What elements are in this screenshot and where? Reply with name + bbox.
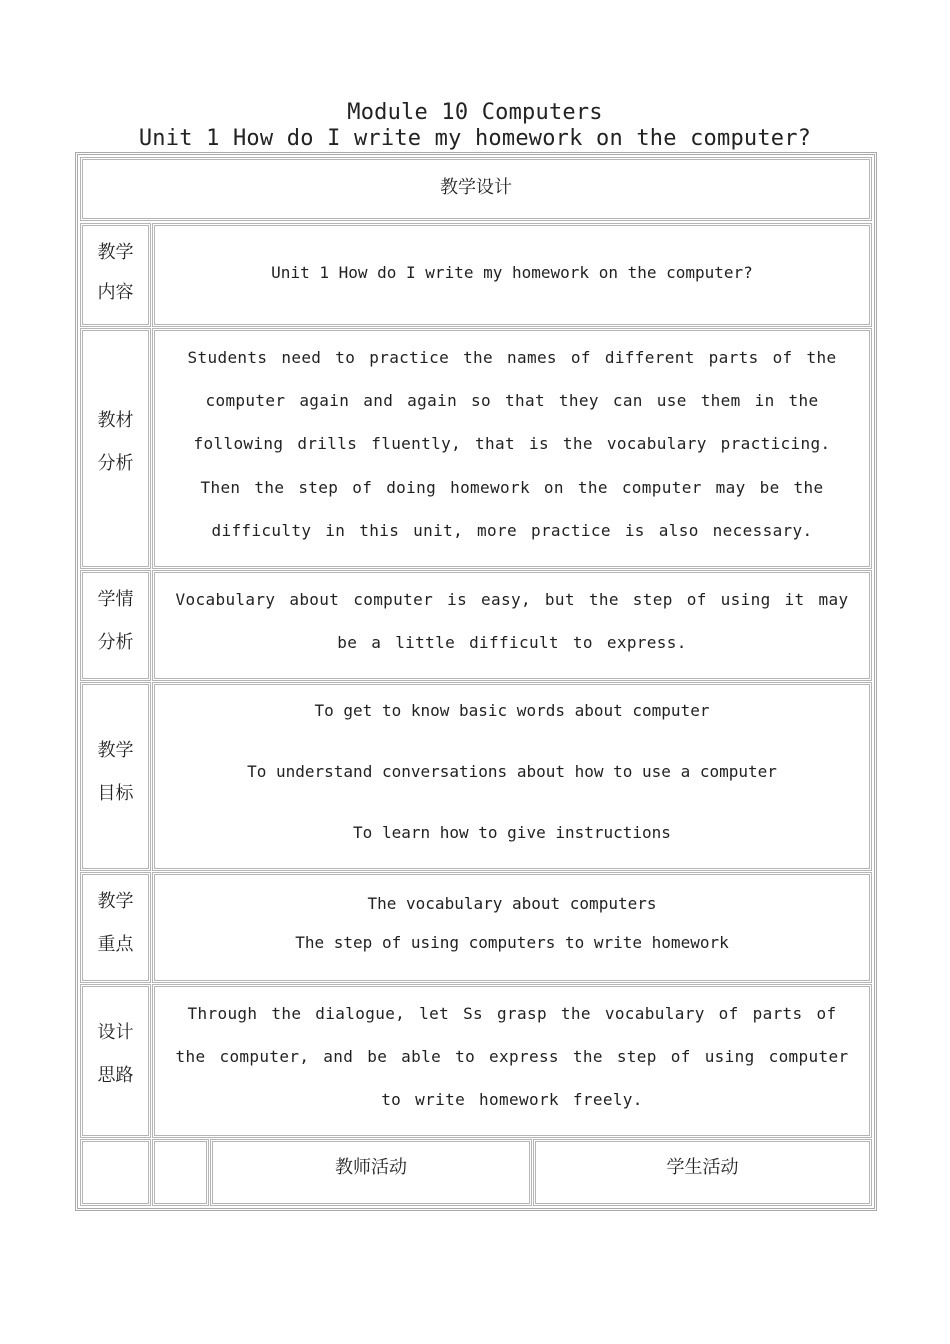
label-student-line1: 学情 [97, 589, 134, 610]
label-keypoints-line1: 教学 [97, 891, 134, 912]
value-cell-material-analysis [152, 328, 872, 569]
label-content-line2: 内容 [97, 282, 134, 303]
activities-empty-cell [80, 1139, 151, 1206]
label-cell-material-analysis [80, 328, 151, 569]
student-analysis-text: Vocabulary about computer is easy, but the step of using it may be a little difficult to express. [175, 590, 849, 653]
label-cell-design-idea [80, 984, 151, 1138]
content-text: Unit 1 How do I write my homework on the computer? [271, 263, 753, 282]
objective-item: To understand conversations about how to use a computer [247, 762, 777, 781]
key-point-item: The vocabulary about computers [367, 894, 657, 913]
design-idea-text: Through the dialogue, let Ss grasp the vocabulary of parts of the computer, and be able to express the step of using computer to write homework freely. [175, 1004, 849, 1110]
teacher-activity-header: 教师活动 [335, 1157, 407, 1178]
value-cell-student-analysis [152, 570, 872, 681]
student-activity-header-cell [533, 1139, 872, 1206]
label-objectives-line2: 目标 [97, 783, 134, 804]
label-cell-key-points [80, 872, 151, 983]
label-cell-objectives [80, 682, 151, 871]
material-analysis-text: Students need to practice the names of different parts of the computer again and again so that they can use them in the following drills fluently, that is the vocabulary practicing. Then the step of doing homework on the computer may be the difficulty in this unit, more practice is also necessary. [187, 348, 837, 540]
label-cell-content [80, 223, 151, 327]
value-cell-objectives [152, 682, 872, 871]
key-point-item: The step of using computers to write homework [295, 933, 729, 952]
activities-narrow-cell [152, 1139, 209, 1206]
objective-item: To learn how to give instructions [353, 823, 671, 842]
label-cell-student-analysis [80, 570, 151, 681]
label-design-line2: 思路 [97, 1065, 134, 1086]
label-material-line1: 教材 [97, 410, 134, 431]
label-material-line2: 分析 [97, 453, 134, 474]
label-keypoints-line2: 重点 [97, 934, 134, 955]
teacher-activity-header-cell [210, 1139, 532, 1206]
label-objectives-line1: 教学 [97, 740, 134, 761]
value-cell-content [152, 223, 872, 327]
student-activity-header: 学生活动 [666, 1157, 739, 1178]
document-subtitle: Unit 1 How do I write my homework on the computer? [138, 126, 812, 151]
document-title: Module 10 Computers [347, 100, 603, 125]
label-content-line1: 教学 [97, 242, 134, 263]
lesson-plan-table [75, 152, 877, 1211]
value-cell-design-idea [152, 984, 872, 1138]
table-header-cell [80, 157, 872, 221]
objective-item: To get to know basic words about computer [314, 701, 710, 720]
value-cell-key-points [152, 872, 872, 983]
label-student-line2: 分析 [97, 632, 134, 653]
table-header-text: 教学设计 [440, 177, 512, 198]
label-design-line1: 设计 [97, 1022, 134, 1043]
